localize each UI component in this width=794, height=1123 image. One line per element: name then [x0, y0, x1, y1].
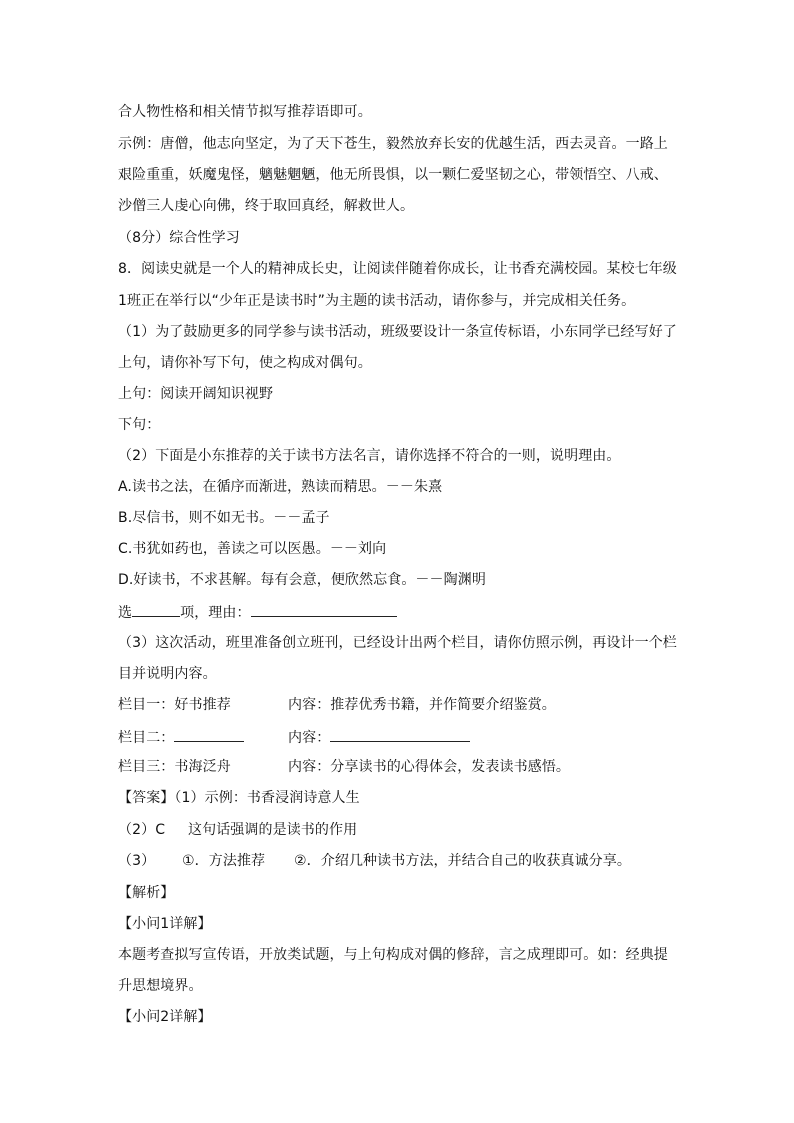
text-line: 艰险重重，妖魔鬼怪，魑魅魍魉，他无所畏惧，以一颗仁爱坚韧之心，带领悟空、八戒、: [118, 167, 668, 183]
column-name-blank[interactable]: [174, 727, 244, 742]
column-content: 内容：推荐优秀书籍，并作简要介绍鉴赏。: [288, 697, 556, 713]
text-line: 示例：唐僧，他志向坚定，为了天下苍生，毅然放弃长安的优越生活，西去灵音。一路上: [118, 136, 668, 152]
answer-line: [118, 789, 360, 807]
choice-line: [118, 602, 397, 622]
subquestion-text: （3）这次活动，班里准备创立班刊，已经设计出两个栏目，请你仿照示例，再设计一个栏: [118, 635, 677, 651]
answer-1: （1）示例：书香浸润诗意人生: [174, 790, 360, 806]
analysis-label: 【解析】: [118, 885, 175, 901]
column-name: 栏目三：书海泛舟: [118, 759, 231, 775]
option-d: D.好读书，不求甚解。每有会意，便欣然忘食。－－陶渊明: [118, 572, 486, 588]
subquestion-text: 目并说明内容。: [118, 666, 217, 682]
analysis-text: 升思想境界。: [118, 978, 203, 994]
choice-prefix: 选: [118, 605, 133, 621]
answer-3-num: （3）: [118, 853, 156, 869]
column-name: 栏目一：好书推荐: [118, 697, 231, 713]
subquestion-text: 上句，请你补写下句，使之构成对偶句。: [118, 355, 372, 371]
column-content: 内容：: [288, 727, 470, 747]
choice-middle: 项，理由：: [180, 605, 251, 621]
text-line: 沙僧三人虔心向佛，终于取回真经，解救世人。: [118, 198, 415, 214]
subquestion-1-label: 【小问1详解】: [118, 916, 212, 932]
answer-3-part1: ①．方法推荐: [182, 853, 266, 869]
column-content: 内容：分享读书的心得体会，发表读书感悟。: [288, 759, 570, 775]
column-name: 栏目二：: [118, 727, 244, 747]
subquestion-text: （1）为了鼓励更多的同学参与读书活动，班级要设计一条宣传标语，小东同学已经写好了: [118, 324, 677, 340]
answer-2-num: （2）C: [118, 822, 166, 838]
reason-blank[interactable]: [251, 602, 397, 617]
question-text: 8．阅读史就是一个人的精神成长史，让阅读伴随着你成长，让书香充满校园。某校七年级: [118, 261, 677, 277]
answer-3-part2: ②．介绍几种读书方法，并结合自己的收获真诚分享。: [294, 853, 631, 869]
analysis-text: 本题考查拟写宣传语，开放类试题，与上句构成对偶的修辞，言之成理即可。如：经典提: [118, 947, 668, 963]
option-b: B.尽信书，则不如无书。－－孟子: [118, 510, 330, 526]
subquestion-text: （2）下面是小东推荐的关于读书方法名言，请你选择不符合的一则，说明理由。: [118, 448, 621, 464]
option-a: A.读书之法，在循序而渐进，熟读而精思。－－朱熹: [118, 479, 443, 495]
question-text: 1班正在举行以“少年正是读书时”为主题的读书活动，请你参与，并完成相关任务。: [118, 293, 636, 309]
answer-2-text: 这句话强调的是读书的作用: [188, 822, 358, 838]
option-c: C.书犹如药也，善读之可以医愚。－－刘向: [118, 541, 387, 557]
section-heading: （8分）综合性学习: [118, 230, 240, 246]
option-blank[interactable]: [132, 602, 180, 617]
answer-label: 【答案】: [118, 790, 175, 806]
text-line: 合人物性格和相关情节拟写推荐语即可。: [118, 104, 372, 120]
lower-line-label: 下句：: [118, 417, 161, 433]
subquestion-2-label: 【小问2详解】: [118, 1009, 212, 1025]
column-content-blank[interactable]: [330, 727, 470, 742]
upper-line-text: 上句：阅读开阔知识视野: [118, 386, 274, 402]
